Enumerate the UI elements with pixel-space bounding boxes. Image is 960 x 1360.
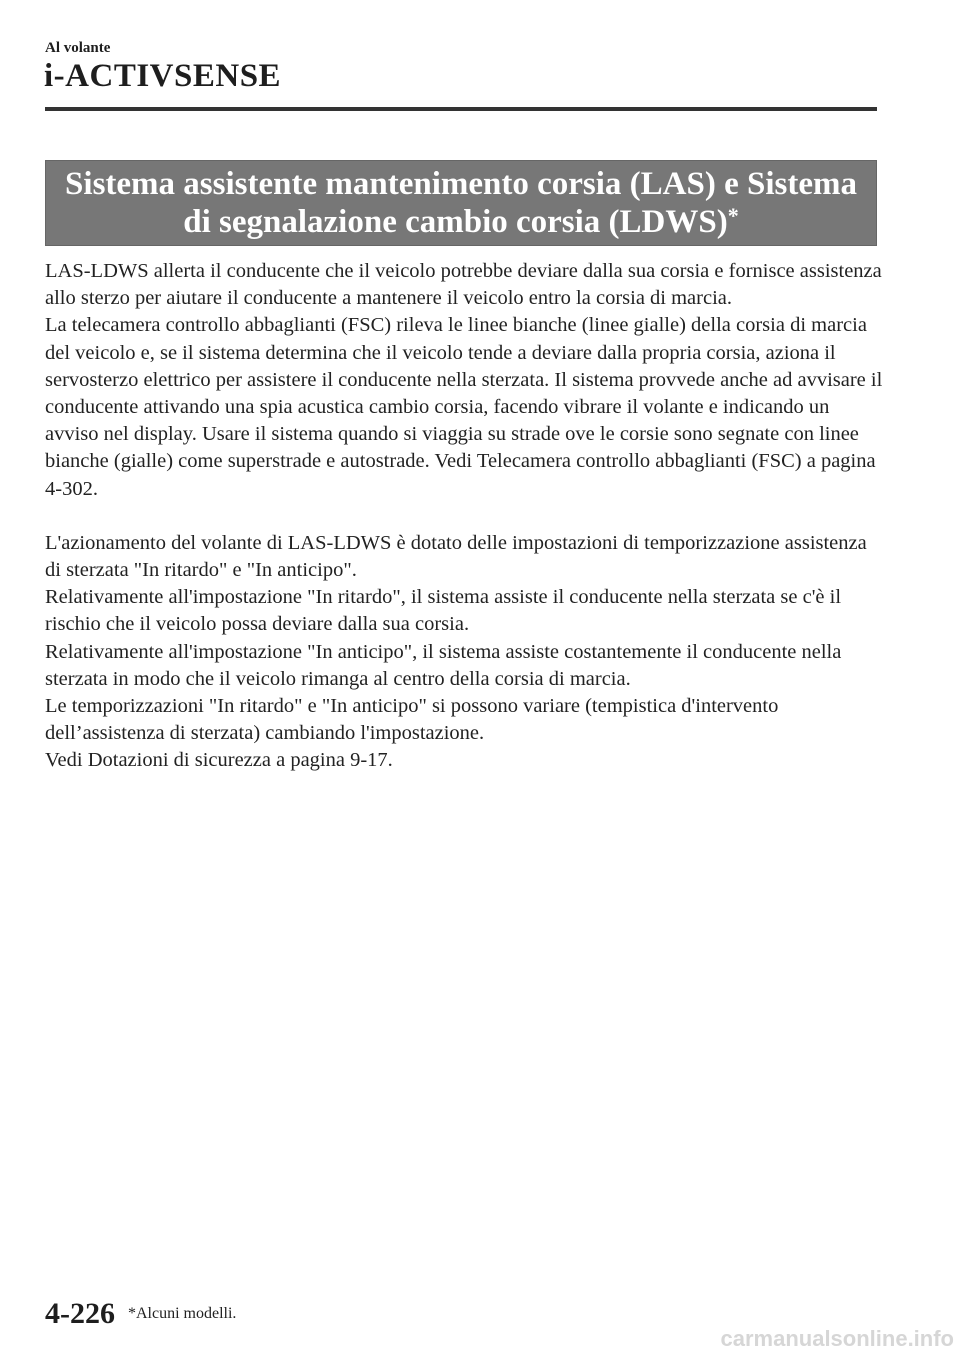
footnote-asterisk: * (727, 203, 739, 228)
footnote: *Alcuni modelli. (128, 1305, 237, 1322)
body-text (45, 258, 885, 775)
paragraph-gap (45, 503, 885, 530)
paragraph-late: Relativamente all'impostazione "In ritardo", il sistema assiste il conducente nella sterzata se c'è il rischio che il veicolo possa deviare dalla sua corsia. (45, 586, 842, 636)
banner-line-2-text: di segnalazione cambio corsia (LDWS) (183, 204, 728, 240)
banner-line-1: Sistema assistente mantenimento corsia (LAS) e Sistema (65, 166, 857, 202)
paragraph-reference: Vedi Dotazioni di sicurezza a pagina 9-17. (45, 749, 393, 772)
paragraph-fsc: La telecamera controllo abbaglianti (FSC) rileva le linee bianche (linee gialle) della corsia di marcia del veicolo e, se il sistema determina che il veicolo tende a deviare dalla propria corsia, aziona il servosterzo elettrico per assistere il conducente nella sterzata. Il sistema provvede anche ad avvisare il conducente attivando una spia acustica cambio corsia, facendo vibrare il volante e indicando un avviso nel display. Usare il sistema quando si viaggia su strade ove le corsie sono segnate con linee bianche (gialle) come superstrade e autostrade. Vedi Telecamera controllo abbaglianti (FSC) a pagina 4-302. (45, 314, 883, 500)
watermark: carmanualsonline.info (720, 1326, 954, 1351)
paragraph-intro: LAS-LDWS allerta il conducente che il veicolo potrebbe deviare dalla sua corsia e fornisce assistenza allo sterzo per aiutare il conducente a mantenere il veicolo entro la corsia di marcia. (45, 260, 882, 310)
paragraph-timing: L'azionamento del volante di LAS-LDWS è dotato delle impostazioni di temporizzazione assistenza di sterzata "In ritardo" e "In anticipo". (45, 531, 867, 582)
topic-banner (45, 160, 877, 246)
page-number: 4-226 (45, 1297, 115, 1330)
paragraph-early: Relativamente all'impostazione "In anticipo", il sistema assiste costantemente il conducente nella sterzata in modo che il veicolo rimanga al centro della corsia di marcia. (45, 640, 842, 690)
section-title: i-ACTIVSENSE (44, 58, 282, 94)
banner-line-2 (46, 203, 876, 241)
header-divider (45, 107, 877, 111)
chapter-label: Al volante (45, 40, 111, 56)
paragraph-change: Le temporizzazioni "In ritardo" e "In anticipo" si possono variare (tempistica d'intervento dell’assistenza di sterzata) cambiando l'impostazione. (45, 695, 779, 745)
